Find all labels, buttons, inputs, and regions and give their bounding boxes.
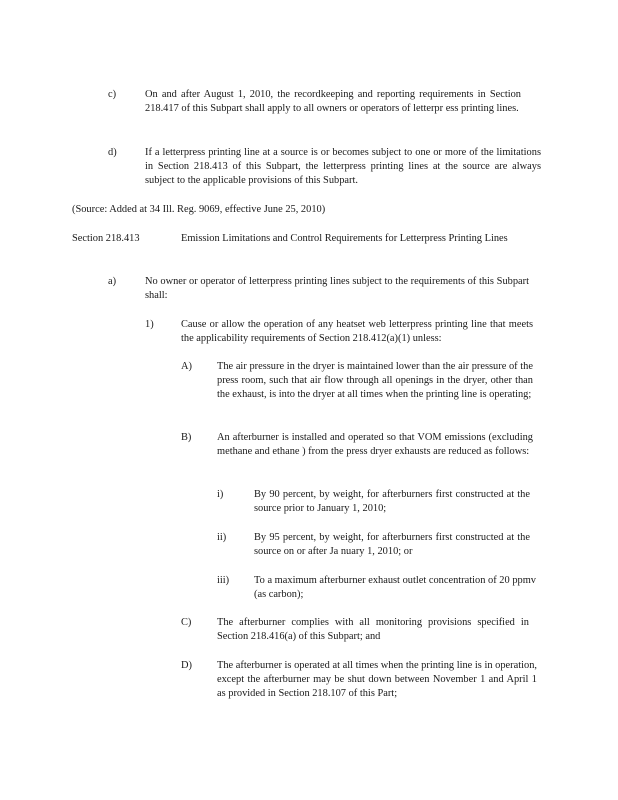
item-B-label: B) bbox=[181, 432, 192, 443]
item-Biii-label: iii) bbox=[217, 575, 230, 586]
source-note: (Source: Added at 34 Ill. Reg. 9069, effective June 25, 2010) bbox=[72, 204, 326, 215]
item-B-text: An afterburner is installed and operated so that VOM emissions (excluding methane and ethane ) from the press dryer exhausts are reduced as follows: bbox=[217, 432, 533, 458]
item-C-label: C) bbox=[181, 617, 192, 628]
item-D-text: The afterburner is operated at all times when the printing line is in operation, except the afterburner may be shut down between November 1 and April 1 as provided in Section 218.107 of this Part; bbox=[217, 660, 537, 700]
item-D-label: D) bbox=[181, 660, 192, 671]
item-A-label: A) bbox=[181, 361, 192, 372]
item-d-label: d) bbox=[108, 147, 117, 158]
item-a1-text: Cause or allow the operation of any heatset web letterpress printing line that meets the applicability requirements of Section 218.412(a)(1) unless: bbox=[181, 319, 533, 345]
item-d-text: If a letterpress printing line at a source is or becomes subject to one or more of the limitations in Section 218.413 of this Subpart, the letterpress printing lines at the source are always subject to the applicable provisions of this Subpart. bbox=[145, 147, 541, 187]
item-Bii-label: ii) bbox=[217, 532, 227, 543]
item-C-text: The afterburner complies with all monitoring provisions specified in Section 218.416(a) of this Subpart; and bbox=[217, 617, 529, 643]
item-a1-label: 1) bbox=[145, 319, 154, 330]
item-c-text: On and after August 1, 2010, the recordkeeping and reporting requirements in Section 218.417 of this Subpart shall apply to all owners or operators of letterpr ess printing lines. bbox=[145, 89, 521, 115]
item-Biii-text: To a maximum afterburner exhaust outlet concentration of 20 ppmv (as carbon); bbox=[254, 575, 536, 601]
section-title: Emission Limitations and Control Requirements for Letterpress Printing Lines bbox=[181, 233, 508, 244]
item-Bii-text: By 95 percent, by weight, for afterburners first constructed at the source on or after Ja nuary 1, 2010; or bbox=[254, 532, 530, 558]
item-a-label: a) bbox=[108, 276, 117, 287]
item-A-text: The air pressure in the dryer is maintained lower than the air pressure of the press room, such that air flow through all openings in the dryer, other than the exhaust, is into the dryer at all times when the printing line is operating; bbox=[217, 361, 533, 401]
item-a-text: No owner or operator of letterpress printing lines subject to the requirements of this Subpart shall: bbox=[145, 276, 529, 302]
item-Bi-label: i) bbox=[217, 489, 224, 500]
item-Bi-text: By 90 percent, by weight, for afterburners first constructed at the source prior to January 1, 2010; bbox=[254, 489, 530, 515]
section-number: Section 218.413 bbox=[72, 233, 140, 244]
item-c-label: c) bbox=[108, 89, 117, 100]
